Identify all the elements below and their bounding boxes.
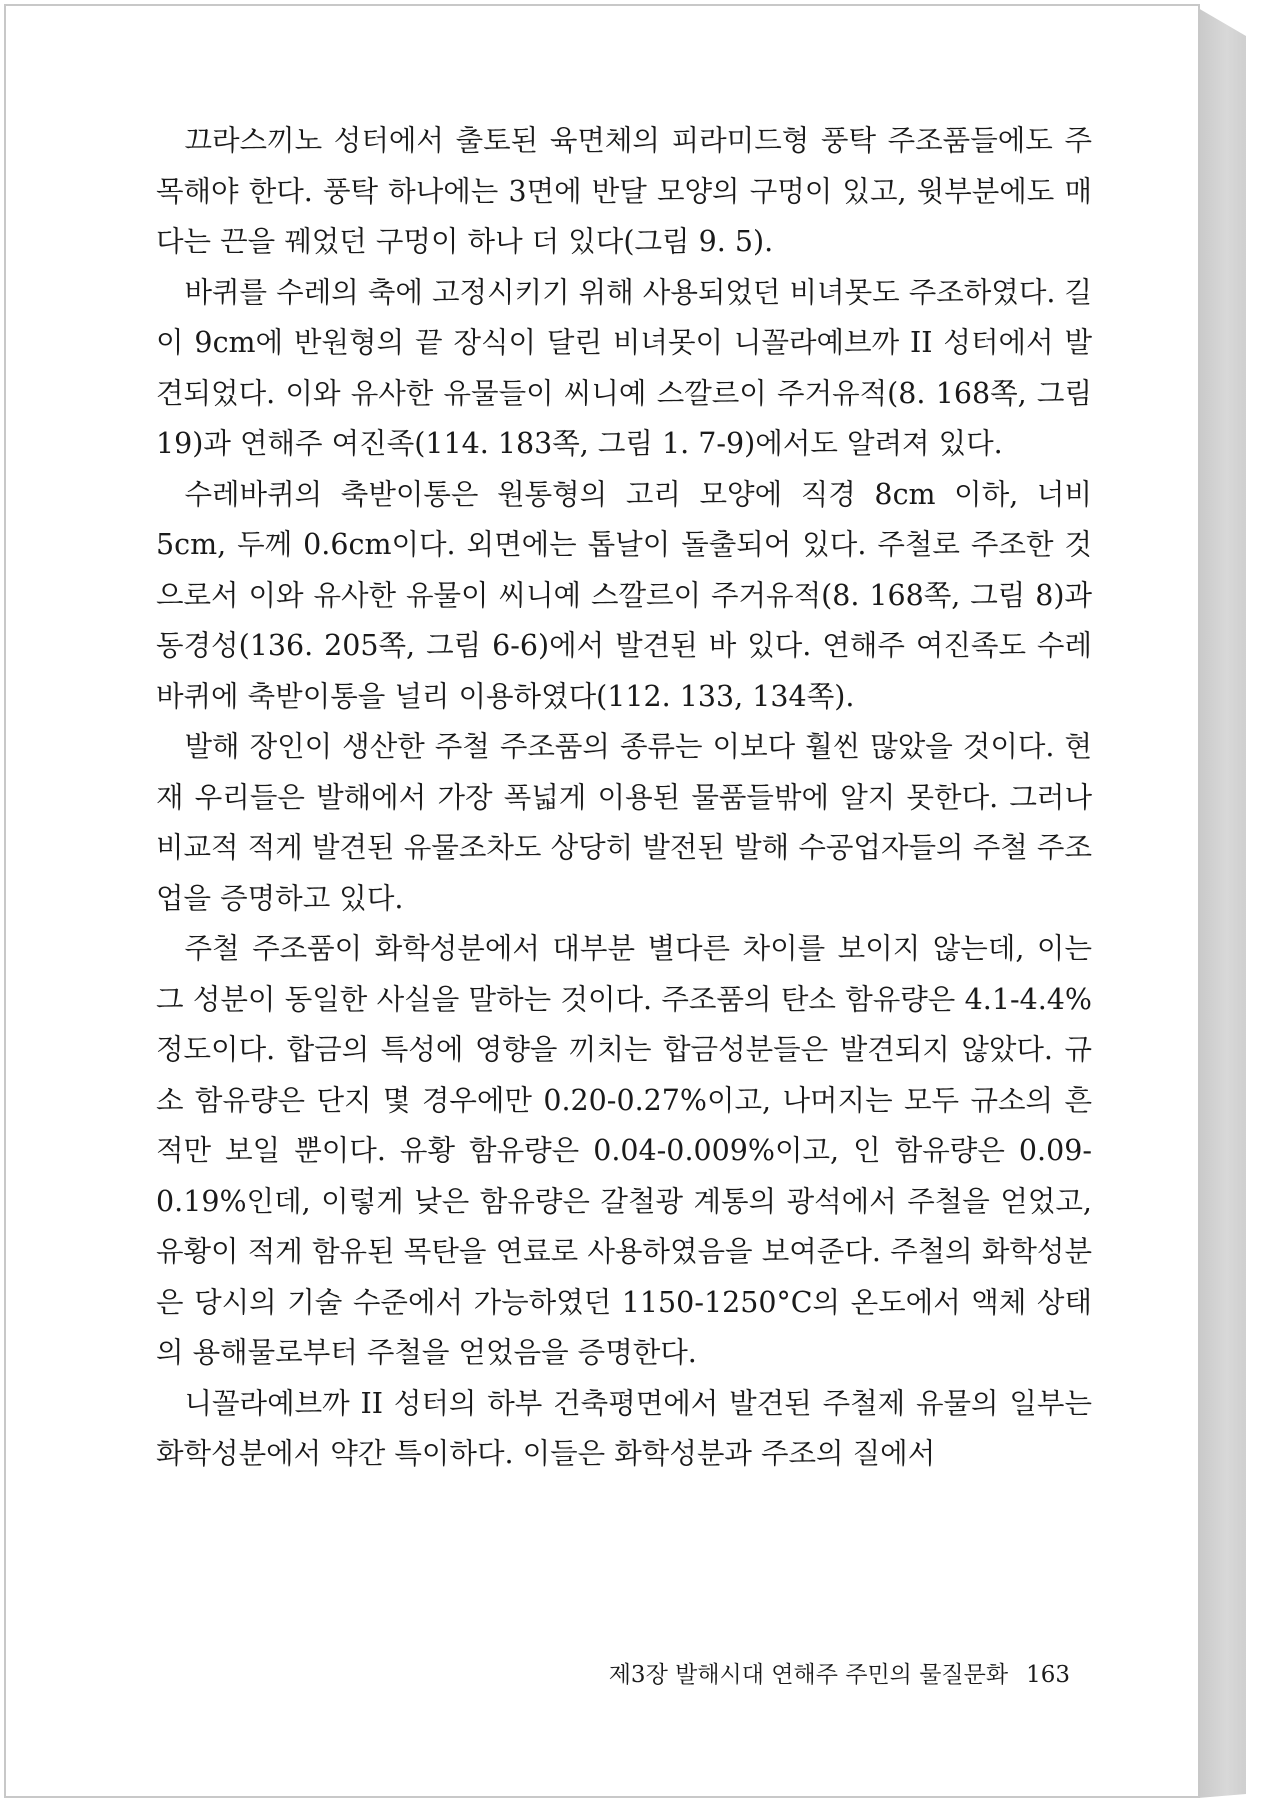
page-footer	[609, 1656, 1070, 1689]
page-number: 163	[1026, 1662, 1070, 1688]
paragraph: 수레바퀴의 축받이통은 원통형의 고리 모양에 직경 8cm 이하, 너비 5cm, 두께 0.6cm이다. 외면에는 톱날이 돌출되어 있다. 주철로 주조한 것으로서 이와 유사한 유물이 씨니예 스깔르이 주거유적(8. 168쪽, 그림 8)과 동경성(136. 205쪽, 그림 6-6)에서 발견된 바 있다. 연해주 여진족도 수레바퀴에 축받이통을 널리 이용하였다(112. 133, 134쪽).	[156, 477, 1092, 713]
running-head: 제3장 발해시대 연해주 주민의 물질문화	[608, 1662, 1009, 1688]
paragraph: 니꼴라예브까 II 성터의 하부 건축평면에서 발견된 주철제 유물의 일부는 화학성분에서 약간 특이하다. 이들은 화학성분과 주조의 질에서	[156, 1386, 1092, 1470]
book-edge	[1198, 8, 1246, 1798]
paragraph: 발해 장인이 생산한 주철 주조품의 종류는 이보다 훨씬 많았을 것이다. 현재 우리들은 발해에서 가장 폭넓게 이용된 물품들밖에 알지 못한다. 그러나 비교적 적게 발견된 유물조차도 상당히 발전된 발해 수공업자들의 주철 주조업을 증명하고 있다.	[156, 730, 1092, 915]
paragraph: 주철 주조품이 화학성분에서 대부분 별다른 차이를 보이지 않는데, 이는 그 성분이 동일한 사실을 말하는 것이다. 주조품의 탄소 함유량은 4.1-4.4% 정도이다. 합금의 특성에 영향을 끼치는 합금성분들은 발견되지 않았다. 규소 함유량은 단지 몇 경우에만 0.20-0.27%이고, 나머지는 모두 규소의 흔적만 보일 뿐이다. 유황 함유량은 0.04-0.009%이고, 인 함유량은 0.09-0.19%인데, 이렇게 낮은 함유량은 갈철광 계통의 광석에서 주철을 얻었고, 유황이 적게 함유된 목탄을 연료로 사용하였음을 보여준다. 주철의 화학성분은 당시의 기술 수준에서 가능하였던 1150-1250°C의 온도에서 액체 상태의 용해물로부터 주철을 얻었음을 증명한다.	[156, 932, 1092, 1369]
page	[4, 4, 1200, 1798]
paragraph: 끄라스끼노 성터에서 출토된 육면체의 피라미드형 풍탁 주조품들에도 주목해야 한다. 풍탁 하나에는 3면에 반달 모양의 구멍이 있고, 윗부분에도 매다는 끈을 꿰었던 구멍이 하나 더 있다(그림 9. 5).	[156, 124, 1092, 258]
paragraph: 바퀴를 수레의 축에 고정시키기 위해 사용되었던 비녀못도 주조하였다. 길이 9cm에 반원형의 끝 장식이 달린 비녀못이 니꼴라예브까 II 성터에서 발견되었다. 이와 유사한 유물들이 씨니예 스깔르이 주거유적(8. 168쪽, 그림 19)과 연해주 여진족(114. 183쪽, 그림 1. 7-9)에서도 알려져 있다.	[156, 275, 1092, 460]
body-text	[156, 116, 1092, 1480]
